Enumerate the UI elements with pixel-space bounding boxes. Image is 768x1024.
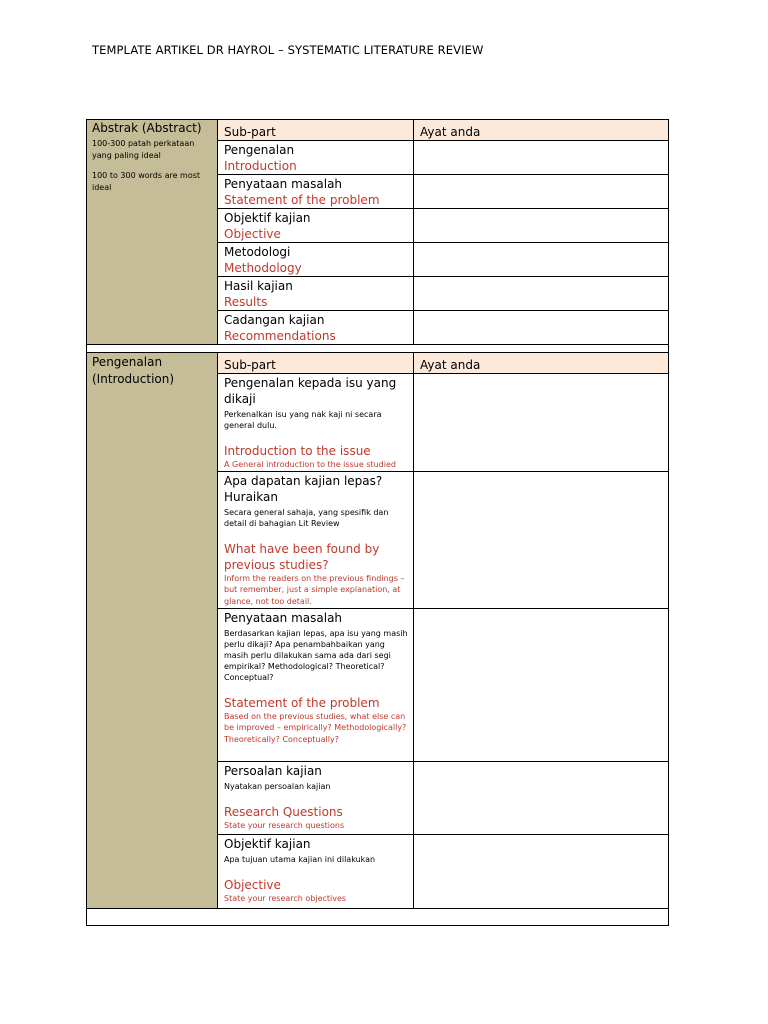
abstract-header-subpart: Sub-part [218,120,414,141]
subpart-english: Objective [224,877,281,892]
subpart-english: Statement of the problem [224,695,380,710]
subpart-malay: Pengenalan [224,143,295,157]
abstract-subpart-cell [218,243,414,277]
subpart-english: Recommendations [224,329,336,343]
subpart-malay: Penyataan masalah [224,610,343,625]
ayat-anda-cell[interactable] [414,209,669,243]
ayat-anda-cell[interactable] [414,311,669,345]
intro-subpart-cell [218,834,414,908]
ayat-anda-cell[interactable] [414,834,669,908]
ayat-anda-cell[interactable] [414,374,669,472]
subpart-malay: Cadangan kajian [224,313,325,327]
subpart-malay-desc: Nyatakan persoalan kajian [224,781,331,791]
subpart-malay: Pengenalan kepada isu yang dikaji [224,376,397,406]
subpart-malay: Penyataan masalah [224,177,343,191]
abstract-subpart-cell [218,311,414,345]
intro-subpart-cell [218,608,414,761]
intro-header-ayat: Ayat anda [414,353,669,374]
abstract-table [86,119,669,362]
subpart-english: Results [224,295,268,309]
abstract-subpart-cell [218,175,414,209]
abstract-header-ayat: Ayat anda [414,120,669,141]
subpart-english: Introduction [224,159,297,173]
subpart-english-desc: Based on the previous studies, what else can be improved – empirically? Methodologically? Theoretically? Conceptually? [224,711,407,744]
abstract-subpart-cell [218,209,414,243]
abstract-word-note-english: 100 to 300 words are most ideal [92,171,201,192]
abstract-subpart-cell [218,277,414,311]
subpart-malay: Apa dapatan kajian lepas? Huraikan [224,473,383,504]
introduction-table [86,352,669,926]
intro-subpart-cell [218,374,414,472]
subpart-malay: Objektif kajian [224,211,311,225]
abstract-label-cell [87,120,218,345]
subpart-english-desc: A General introduction to the issue studied [224,460,396,469]
ayat-anda-cell[interactable] [414,608,669,761]
abstract-word-note-malay: 100-300 patah perkataan yang paling ideal [92,139,195,160]
ayat-anda-cell[interactable] [414,277,669,311]
subpart-malay-desc: Berdasarkan kajian lepas, apa isu yang masih perlu dikaji? Apa penambahbaikan yang masih perlu dilakukan sama ada dari segi empirikal? Methodological? Theoretical? Conceptual? [224,628,408,682]
intro-header-subpart: Sub-part [218,353,414,374]
subpart-english-desc: State your research questions [224,820,345,830]
subpart-malay: Objektif kajian [224,836,311,851]
subpart-english: Objective [224,227,281,241]
subpart-english-desc: State your research objectives [224,893,347,903]
ayat-anda-cell[interactable] [414,141,669,175]
intro-label-cell [87,353,218,909]
subpart-english: Introduction to the issue [224,444,371,458]
subpart-english-desc: Inform the readers on the previous findings – but remember, just a simple explanation, at glance, not too detail. [224,573,405,606]
subpart-malay-desc: Perkenalkan isu yang nak kaji ni secara general dulu. [224,410,382,430]
ayat-anda-cell[interactable] [414,761,669,834]
subpart-malay: Hasil kajian [224,279,293,293]
subpart-malay: Metodologi [224,245,291,259]
subpart-english: Methodology [224,261,302,275]
page-title: TEMPLATE ARTIKEL DR HAYROL – SYSTEMATIC LITERATURE REVIEW [92,43,484,57]
ayat-anda-cell[interactable] [414,175,669,209]
intro-subpart-cell [218,471,414,608]
subpart-malay-desc: Secara general sahaja, yang spesifik dan detail di bahagian Lit Review [224,507,389,528]
intro-label: Pengenalan (Introduction) [92,355,175,386]
abstract-subpart-cell [218,141,414,175]
subpart-english: What have been found by previous studies? [224,541,380,572]
subpart-english: Statement of the problem [224,193,380,207]
subpart-malay-desc: Apa tujuan utama kajian ini dilakukan [224,854,376,864]
spacer-row [87,908,669,925]
ayat-anda-cell[interactable] [414,243,669,277]
subpart-english: Research Questions [224,804,343,819]
intro-subpart-cell [218,761,414,834]
abstract-label: Abstrak (Abstract) [92,121,202,135]
subpart-malay: Persoalan kajian [224,763,322,778]
ayat-anda-cell[interactable] [414,471,669,608]
